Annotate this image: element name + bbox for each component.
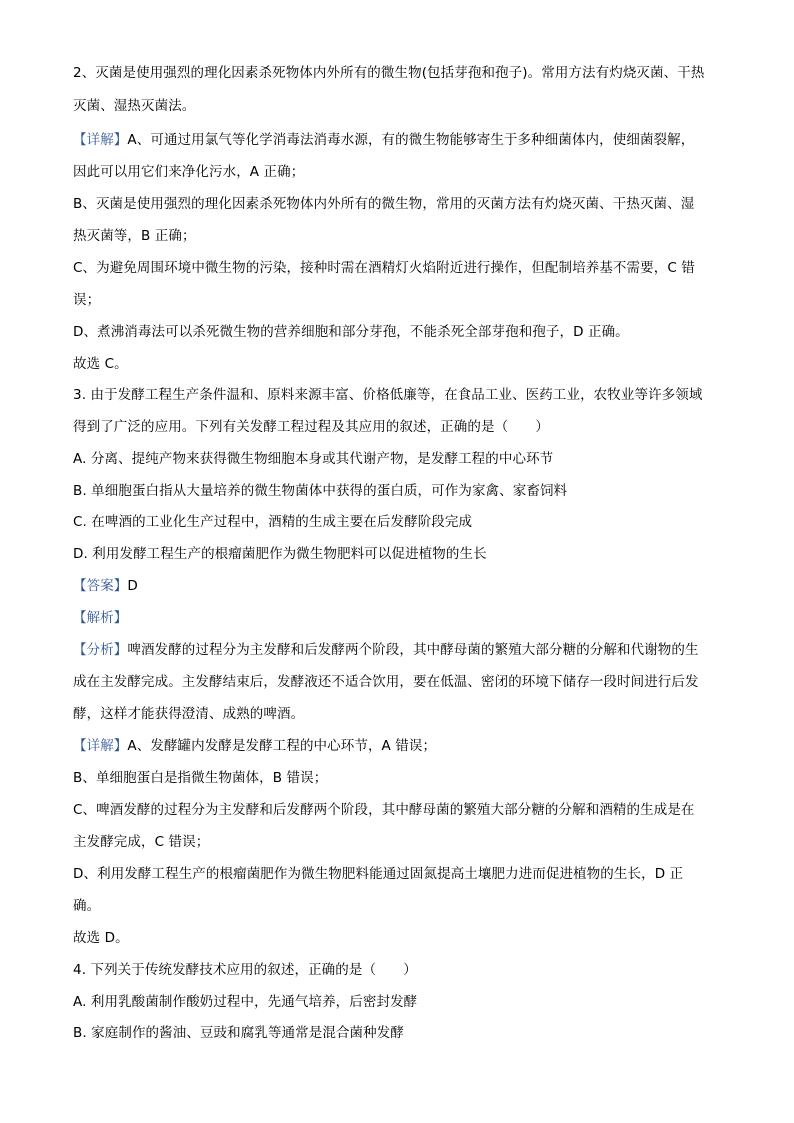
- line-text: A、可通过用氯气等化学消毒法消毒水源，有的微生物能够寄生于多种细菌体内，使细菌裂解，: [127, 132, 695, 148]
- text-line: [73, 417, 723, 437]
- line-text: 确。: [73, 898, 101, 914]
- text-line: [73, 608, 723, 628]
- section-tag: 【详解】: [73, 738, 128, 754]
- line-text: 3. 由于发酵工程生产条件温和、原料来源丰富、价格低廉等，在食品工业、医药工业，农牧业等许多领域: [73, 387, 703, 403]
- text-line: [73, 800, 723, 820]
- line-text: 故选 D。: [73, 930, 129, 946]
- text-line: [73, 640, 723, 660]
- line-text: B. 家庭制作的酱油、豆豉和腐乳等通常是混合菌种发酵: [73, 1025, 404, 1041]
- line-text: C、为避免周围环境中微生物的污染，接种时需在酒精灯火焰附近进行操作，但配制培养基不需要，C 错: [73, 260, 695, 276]
- text-line: [73, 736, 723, 756]
- text-line: [73, 928, 723, 948]
- line-text: 酵，这样才能获得澄清、成熟的啤酒。: [73, 706, 305, 722]
- line-text: 故选 C。: [73, 356, 128, 372]
- text-line: [73, 512, 723, 532]
- line-text: 得到了广泛的应用。下列有关发酵工程过程及其应用的叙述，正确的是（ ）: [73, 419, 549, 435]
- line-text: 因此可以用它们来净化污水，A 正确；: [73, 164, 305, 180]
- text-line: [73, 481, 723, 501]
- section-tag: 【答案】: [73, 578, 128, 594]
- text-line: [73, 704, 723, 724]
- text-line: [73, 960, 723, 980]
- line-text: 成在主发酵完成。主发酵结束后，发酵液还不适合饮用，要在低温、密闭的环境下储存一段时间进行后发: [73, 674, 699, 690]
- line-text: 主发酵完成，C 错误；: [73, 834, 210, 850]
- text-line: [73, 226, 723, 246]
- line-text: B、单细胞蛋白是指微生物菌体，B 错误；: [73, 770, 328, 786]
- text-line: [73, 130, 723, 150]
- section-tag: 【详解】: [73, 132, 128, 148]
- line-text: A. 分离、提纯产物来获得微生物细胞本身或其代谢产物，是发酵工程的中心环节: [73, 451, 554, 467]
- line-text: D: [127, 578, 138, 594]
- text-line: [73, 672, 723, 692]
- text-line: [73, 992, 723, 1012]
- text-line: [73, 1023, 723, 1043]
- line-text: 灭菌、湿热灭菌法。: [73, 98, 196, 114]
- line-text: 啤酒发酵的过程分为主发酵和后发酵两个阶段，其中酵母菌的繁殖大部分糖的分解和代谢物的生: [127, 642, 699, 658]
- text-line: [73, 385, 723, 405]
- line-text: A、发酵罐内发酵是发酵工程的中心环节，A 错误；: [127, 738, 437, 754]
- line-text: A. 利用乳酸菌制作酸奶过程中，先通气培养，后密封发酵: [73, 994, 418, 1010]
- text-line: [73, 896, 723, 916]
- line-text: B. 单细胞蛋白指从大量培养的微生物菌体中获得的蛋白质，可作为家禽、家畜饲料: [73, 483, 568, 499]
- text-line: [73, 162, 723, 182]
- line-text: C、啤酒发酵的过程分为主发酵和后发酵两个阶段，其中酵母菌的繁殖大部分糖的分解和酒精的生成是在: [73, 802, 695, 818]
- line-text: D、利用发酵工程生产的根瘤菌肥作为微生物肥料能通过固氮提高土壤肥力进而促进植物的生长，D 正: [73, 866, 684, 882]
- text-line: [73, 544, 723, 564]
- line-text: 热灭菌等，B 正确；: [73, 228, 196, 244]
- line-text: C. 在啤酒的工业化生产过程中，酒精的生成主要在后发酵阶段完成: [73, 514, 473, 530]
- line-text: D、煮沸消毒法可以杀死微生物的营养细胞和部分芽孢，不能杀死全部芽孢和孢子，D 正确。: [73, 324, 629, 340]
- text-line: [73, 258, 723, 278]
- text-line: [73, 322, 723, 342]
- section-tag: 【解析】: [73, 610, 128, 626]
- text-line: [73, 832, 723, 852]
- text-line: [73, 449, 723, 469]
- text-line: [73, 768, 723, 788]
- text-line: [73, 576, 723, 596]
- text-line: [73, 63, 723, 83]
- text-line: [73, 194, 723, 214]
- section-tag: 【分析】: [73, 642, 128, 658]
- line-text: 4. 下列关于传统发酵技术应用的叙述，正确的是（ ）: [73, 962, 417, 978]
- line-text: D. 利用发酵工程生产的根瘤菌肥作为微生物肥料可以促进植物的生长: [73, 546, 487, 562]
- line-text: 误；: [73, 292, 101, 308]
- line-text: B、灭菌是使用强烈的理化因素杀死物体内外所有的微生物，常用的灭菌方法有灼烧灭菌、干热灭菌、湿: [73, 196, 695, 212]
- text-line: [73, 864, 723, 884]
- text-line: [73, 354, 723, 374]
- line-text: 2、灭菌是使用强烈的理化因素杀死物体内外所有的微生物(包括芽孢和孢子)。常用方法有灼烧灭菌、干热: [73, 65, 705, 81]
- text-line: [73, 290, 723, 310]
- text-line: [73, 96, 723, 116]
